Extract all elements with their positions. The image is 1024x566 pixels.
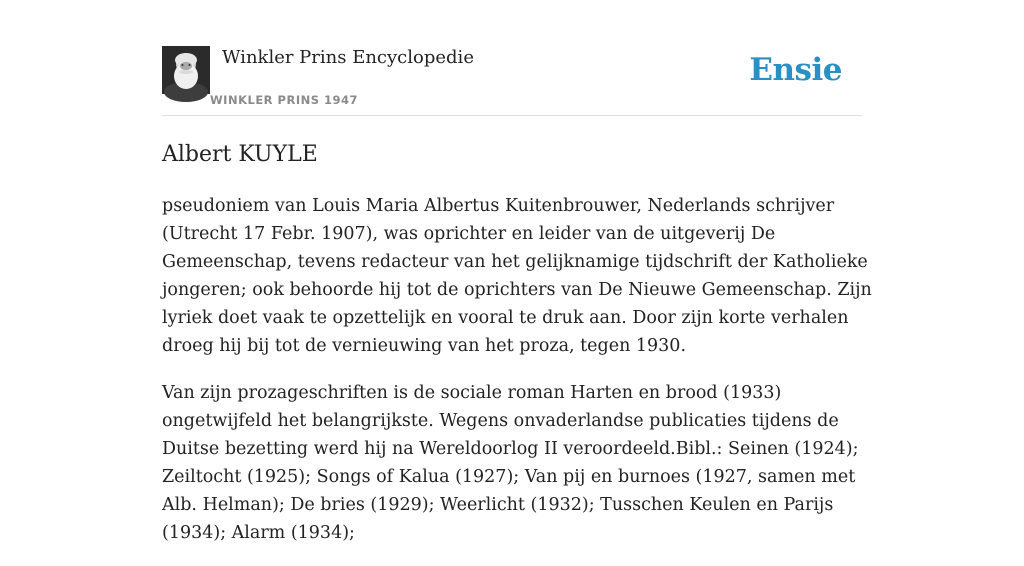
source-subtitle[interactable]: WINKLER PRINS 1947 bbox=[210, 93, 359, 107]
source-title[interactable]: Winkler Prins Encyclopedie bbox=[222, 47, 474, 68]
article-title: Albert KUYLE bbox=[162, 142, 318, 167]
article-paragraph-1: pseudoniem van Louis Maria Albertus Kuitenbrouwer, Nederlands schrijver (Utrecht 17 Febr. 1907), was oprichter en leider van de uitgeverij De Gemeenschap, tevens redacteur van het gelijknamige tijdschrift der Katholieke jongeren; ook behoorde hij tot de oprichters van De Nieuwe Gemeenschap. Zijn lyriek doet vaak te opzettelijk en vooral te druk aan. Door zijn korte verhalen droeg hij bij tot de vernieuwing van het proza, tegen 1930. bbox=[162, 196, 872, 356]
bearded-man-portrait-icon bbox=[162, 46, 210, 94]
article-body bbox=[162, 192, 872, 566]
source-header bbox=[162, 46, 862, 116]
avatar[interactable] bbox=[162, 46, 210, 94]
brand-logo[interactable]: Ensie bbox=[749, 52, 842, 88]
article-paragraph-2: Van zijn prozageschriften is de sociale roman Harten en brood (1933) ongetwijfeld het belangrijkste. Wegens onvaderlandse publicaties tijdens de Duitse bezetting werd hij na Wereldoorlog II veroordeeld.Bibl.: Seinen (1924); Zeiltocht (1925); Songs of Kalua (1927); Van pij en burnoes (1927, samen met Alb. Helman); De bries (1929); Weerlicht (1932); Tusschen Keulen en Parijs (1934); Alarm (1934); bbox=[162, 383, 859, 543]
